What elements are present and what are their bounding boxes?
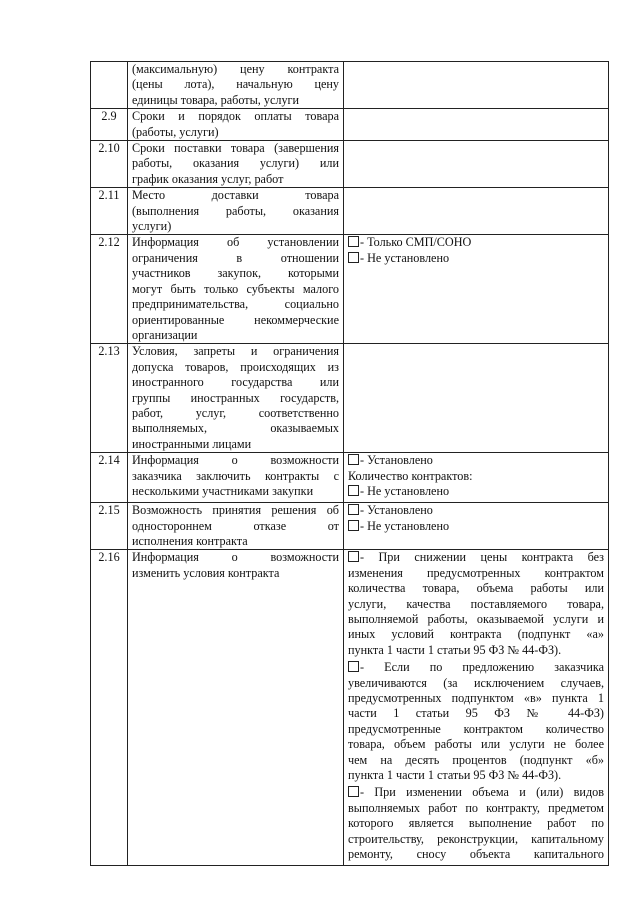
checkbox-icon[interactable] — [348, 786, 359, 797]
row-value — [344, 109, 609, 141]
checkbox-icon[interactable] — [348, 485, 359, 496]
option-set[interactable]: - Установлено — [348, 453, 604, 468]
table-row — [91, 109, 609, 141]
row-number: 2.14 — [91, 453, 128, 503]
checkbox-icon[interactable] — [348, 252, 359, 263]
table-row — [91, 235, 609, 344]
option-not-set[interactable]: - Не установлено — [348, 484, 604, 499]
contract-count-label: Количество контрактов: — [348, 468, 473, 483]
table-row — [91, 188, 609, 235]
row-number: 2.12 — [91, 235, 128, 344]
checkbox-icon[interactable] — [348, 236, 359, 247]
row-number: 2.9 — [91, 109, 128, 141]
row-title: (максимальную) цену контракта (цены лота), начальную цену единицы товара, работы, услуги — [128, 62, 344, 109]
row-title: Информация о возможности изменить условия контракта — [128, 550, 344, 865]
checkbox-icon[interactable] — [348, 454, 359, 465]
option-price-reduction[interactable]: - При снижении цены контракта без изменения предусмотренных контрактом количества товара, объема работы или услуги, качества поставляемого товара, выполняемой работы, оказываемой услуги и иных условий контракта (подпункт «а» пункта 1 части 1 статьи 95 ФЗ № 44-ФЗ). — [348, 550, 604, 657]
row-value — [344, 344, 609, 453]
row-number: 2.13 — [91, 344, 128, 453]
row-value — [344, 235, 609, 344]
row-value — [344, 62, 609, 109]
row-title: Место доставки товара (выполнения работы, оказания услуги) — [128, 188, 344, 235]
row-number: 2.15 — [91, 503, 128, 550]
table-row — [91, 344, 609, 453]
checkbox-icon[interactable] — [348, 661, 359, 672]
row-title: Информация об установлении ограничения в отношении участников закупок, которыми могут быть только субъекты малого предпринимательства, социально ориентированные некоммерческие организации — [128, 235, 344, 344]
option-works-change[interactable]: - При изменении объема и (или) видов выполняемых работ по контракту, предметом которого является выполнение работ по строительству, реконструкции, капитальному ремонту, сносу объекта капитального — [348, 785, 604, 862]
row-title: Условия, запреты и ограничения допуска товаров, происходящих из иностранного государства или группы иностранных государств, работ, услуг, соответственно выполняемых, оказываемых иностранными лицами — [128, 344, 344, 453]
row-value — [344, 141, 609, 188]
procurement-table — [90, 61, 609, 866]
row-value — [344, 453, 609, 503]
row-value — [344, 503, 609, 550]
option-set[interactable]: - Установлено — [348, 503, 604, 518]
row-title: Сроки поставки товара (завершения работы, оказания услуги) или график оказания услуг, работ — [128, 141, 344, 188]
table-row — [91, 503, 609, 550]
option-smp-sono[interactable]: - Только СМП/СОНО — [348, 235, 604, 250]
option-not-set[interactable]: - Не установлено — [348, 519, 604, 534]
row-number: 2.10 — [91, 141, 128, 188]
checkbox-icon[interactable] — [348, 520, 359, 531]
row-value — [344, 550, 609, 865]
row-title: Информация о возможности заказчика заключить контракты с несколькими участниками закупки — [128, 453, 344, 503]
row-value — [344, 188, 609, 235]
checkbox-icon[interactable] — [348, 551, 359, 562]
row-title: Сроки и порядок оплаты товара (работы, услуги) — [128, 109, 344, 141]
row-title: Возможность принятия решения об одностороннем отказе от исполнения контракта — [128, 503, 344, 550]
table-row — [91, 141, 609, 188]
row-number: 2.16 — [91, 550, 128, 865]
row-number: 2.11 — [91, 188, 128, 235]
row-number — [91, 62, 128, 109]
option-not-set[interactable]: - Не установлено — [348, 251, 604, 266]
option-volume-increase[interactable]: - Если по предложению заказчика увеличиваются (за исключением случаев, предусмотренных подпунктом «в» пункта 1 части 1 статьи 95 ФЗ № 44-ФЗ) предусмотренные контрактом количество товара, объем работы или услуги не более чем на десять процентов (подпункт «б» пункта 1 части 1 статьи 95 ФЗ № 44-ФЗ). — [348, 660, 604, 783]
table-row — [91, 550, 609, 865]
table-row — [91, 453, 609, 503]
checkbox-icon[interactable] — [348, 504, 359, 515]
table-row — [91, 62, 609, 109]
